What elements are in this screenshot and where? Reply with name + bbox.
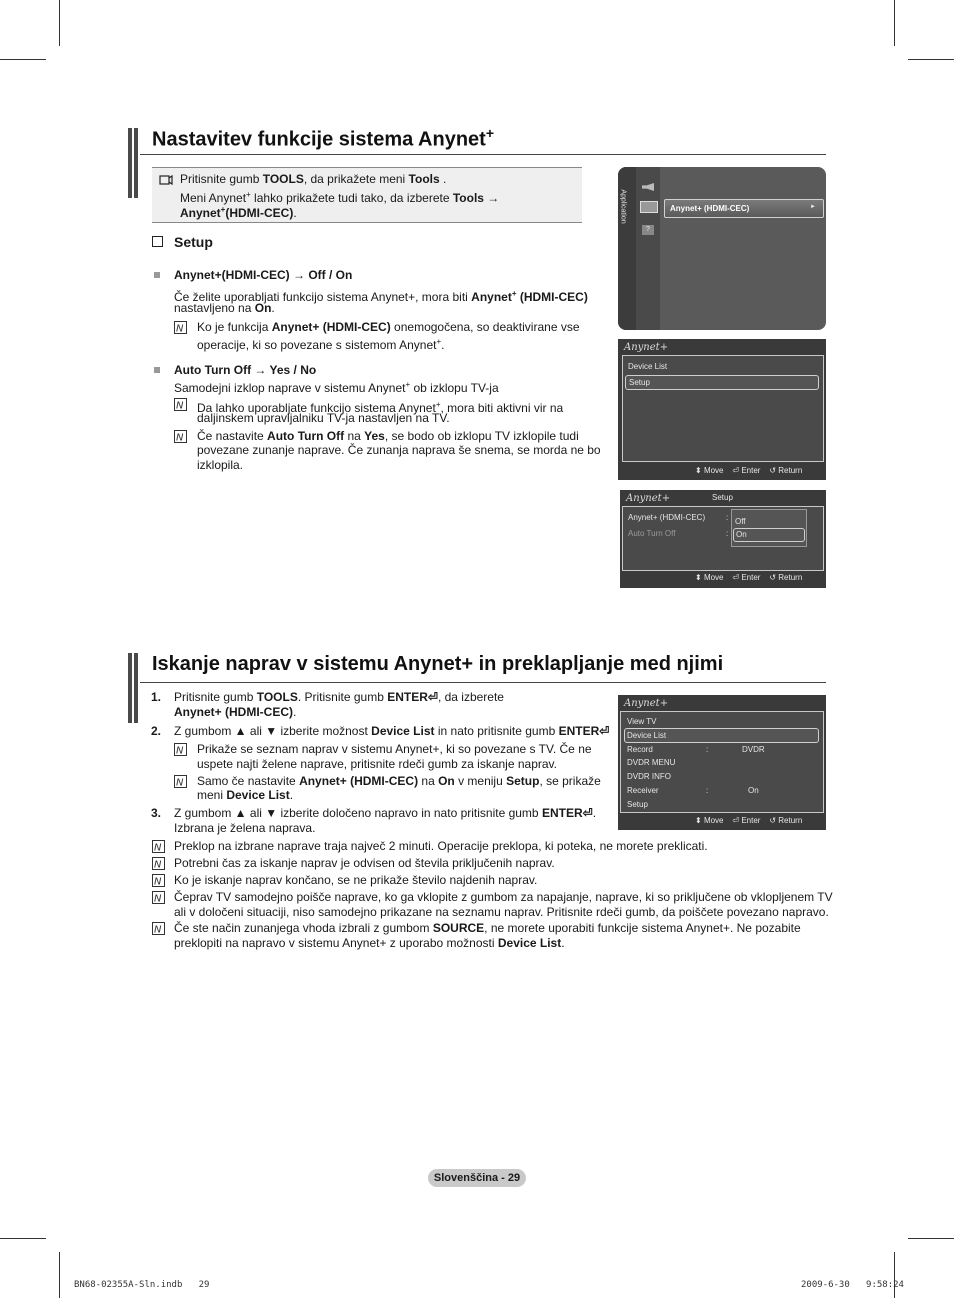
updown-icon: ⬍	[695, 573, 702, 582]
tv-screen-application	[618, 167, 826, 330]
nav-hint: ⬍ Move ⏎ Enter ↺ Return	[695, 466, 803, 475]
enter-icon: ⏎	[732, 816, 740, 825]
option-on[interactable]: On	[733, 528, 805, 542]
svg-text:N: N	[154, 842, 162, 853]
slug-left: BN68-02355A-Sln.indb 29	[74, 1280, 210, 1290]
note-icon	[174, 743, 187, 756]
crop-mark	[894, 1252, 895, 1298]
menu-item-record[interactable]: Record	[627, 745, 653, 754]
anynet-logo: Anynet+	[624, 698, 669, 709]
section-title: Nastavitev funkcije sistema Anynet+	[152, 125, 495, 151]
note-icon	[152, 857, 165, 870]
help-icon: ?	[642, 225, 654, 235]
item-title: Auto Turn Off → Yes / No	[174, 363, 317, 377]
tv-screen-anynet-menu	[618, 339, 826, 480]
tv-screen-setup: Anynet+ Setup Anynet+ (HDMI-CEC) : Auto Turn Off : Off On ⬍ Move ⏎ Enter ↺ Return	[620, 490, 826, 588]
crop-mark	[894, 0, 895, 46]
enter-icon: ⏎	[582, 806, 593, 820]
crop-mark	[908, 59, 954, 60]
note-icon	[174, 775, 187, 788]
note-icon	[174, 398, 187, 411]
menu-item-dvdr-info[interactable]: DVDR INFO	[627, 772, 671, 781]
app-icon	[640, 201, 658, 213]
menu-item-dvdr-menu[interactable]: DVDR MENU	[627, 758, 676, 767]
slug-right: 2009-6-30 9:58:24	[801, 1280, 904, 1290]
note-icon	[174, 321, 187, 334]
crop-mark	[0, 59, 46, 60]
setting-label: Auto Turn Off	[628, 529, 676, 538]
note-icon	[152, 891, 165, 904]
menu-item-receiver[interactable]: Receiver	[627, 786, 659, 795]
note-icon	[152, 874, 165, 887]
svg-text:N: N	[154, 893, 162, 904]
return-icon: ↺	[769, 816, 777, 825]
menu-item-device-list[interactable]: Device List	[624, 728, 819, 743]
svg-text:N: N	[176, 777, 184, 788]
screen-title: Setup	[712, 493, 733, 502]
note-icon	[174, 430, 187, 443]
svg-text:N: N	[176, 745, 184, 756]
svg-text:N: N	[154, 876, 162, 887]
crop-mark	[59, 1252, 60, 1298]
crop-mark	[908, 1238, 954, 1239]
setup-heading: Setup	[174, 234, 213, 250]
updown-icon: ⬍	[695, 466, 702, 475]
setting-label: Anynet+ (HDMI-CEC)	[628, 513, 706, 522]
checkbox-icon	[152, 236, 163, 247]
menu-item-anynet[interactable]: Anynet+ (HDMI-CEC) ►	[664, 199, 824, 218]
bullet-icon	[154, 272, 160, 278]
note-icon	[152, 922, 165, 935]
updown-icon: ⬍	[695, 816, 702, 825]
return-icon: ↺	[769, 466, 777, 475]
menu-item-view-tv[interactable]: View TV	[627, 717, 657, 726]
section-rule	[140, 682, 826, 683]
arrow-right-icon: ►	[810, 204, 816, 210]
section-marker	[128, 653, 138, 723]
svg-text:N: N	[176, 400, 184, 411]
item-title: Anynet+(HDMI-CEC) → Off / On	[174, 268, 353, 282]
section-marker	[128, 128, 138, 198]
section-title: Iskanje naprav v sistemu Anynet+ in preklapljanje med njimi	[152, 653, 724, 675]
return-icon: ↺	[769, 573, 777, 582]
note-icon	[152, 840, 165, 853]
option-off[interactable]: Off	[735, 517, 746, 526]
menu-item-setup[interactable]: Setup	[625, 375, 819, 390]
svg-text:N: N	[176, 323, 184, 334]
nav-hint: ⬍ Move ⏎ Enter ↺ Return	[695, 573, 803, 582]
option-popup	[731, 509, 807, 547]
crop-mark	[59, 0, 60, 46]
page-number: Slovenščina - 29	[428, 1169, 526, 1187]
crop-mark	[0, 1238, 46, 1239]
bullet-icon	[154, 367, 160, 373]
svg-text:N: N	[176, 432, 184, 443]
svg-text:N: N	[154, 924, 162, 935]
anynet-logo: Anynet+	[626, 493, 671, 504]
tools-box: Pritisnite gumb TOOLS, da prikažete meni Tools . Meni Anynet+ lahko prikažete tudi tako, da izberete Tools → Anynet+(HDMI-CEC).	[152, 167, 582, 223]
side-label: Application	[619, 189, 627, 224]
enter-icon: ⏎	[732, 573, 740, 582]
section-rule	[140, 154, 826, 155]
anynet-logo: Anynet+	[624, 342, 669, 353]
menu-item-device-list[interactable]: Device List	[628, 362, 668, 371]
enter-icon: ⏎	[427, 690, 438, 704]
enter-icon: ⏎	[599, 724, 610, 738]
tools-icon	[159, 174, 173, 186]
enter-icon: ⏎	[732, 466, 740, 475]
tv-screen-device-list: Anynet+ View TV Device List Record : DVDR DVDR MENU DVDR INFO Receiver : On Setup ⬍ Move ⏎ Enter ↺ Return	[618, 695, 826, 830]
svg-text:N: N	[154, 859, 162, 870]
nav-hint: ⬍ Move ⏎ Enter ↺ Return	[695, 816, 803, 825]
menu-item-setup[interactable]: Setup	[627, 800, 648, 809]
